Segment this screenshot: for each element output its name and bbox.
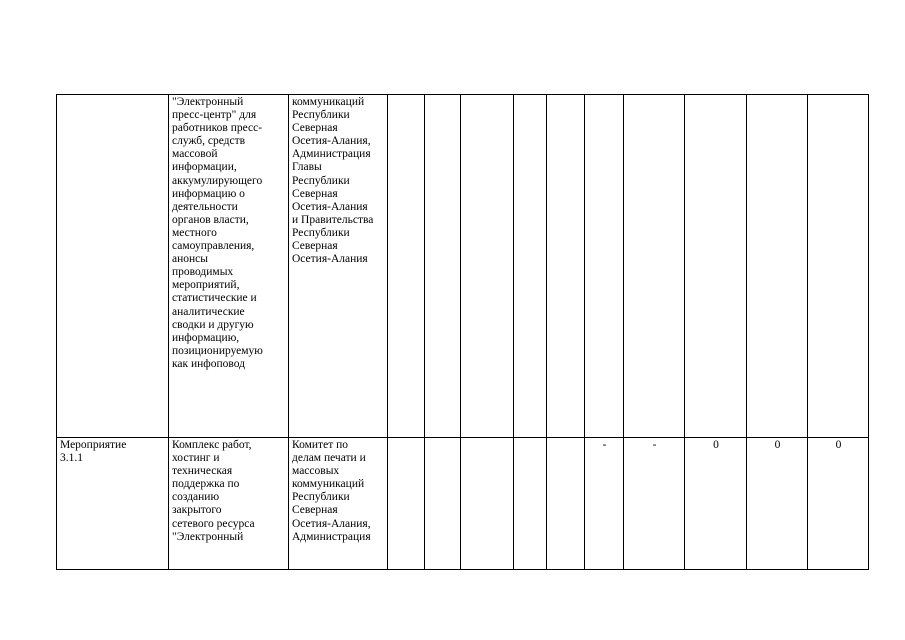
value-cell	[514, 95, 547, 438]
value-cell	[514, 438, 547, 570]
value-cell: -	[585, 438, 624, 570]
value-cell	[585, 95, 624, 438]
document-table	[56, 94, 869, 570]
table-row	[57, 95, 869, 438]
value-cell	[388, 438, 425, 570]
value-cell	[547, 438, 585, 570]
value-cell	[547, 95, 585, 438]
value-cell	[808, 95, 869, 438]
value-cell: 0	[747, 438, 808, 570]
value-cell	[685, 95, 747, 438]
value-cell	[624, 95, 685, 438]
activity-name-cell: Мероприятие 3.1.1	[57, 438, 169, 570]
activity-description-cell: Комплекс работ, хостинг и техническая поддержка по созданию закрытого сетевого ресурса "Электронный	[169, 438, 289, 570]
value-cell	[461, 95, 514, 438]
value-cell	[425, 95, 461, 438]
table-row	[57, 438, 869, 570]
activity-name-cell	[57, 95, 169, 438]
executor-cell: коммуникаций Республики Северная Осетия-Алания, Администрация Главы Республики Северная Осетия-Алания и Правительства Республики Северная Осетия-Алания	[289, 95, 388, 438]
value-cell	[388, 95, 425, 438]
value-cell	[747, 95, 808, 438]
executor-cell: Комитет по делам печати и массовых коммуникаций Республики Северная Осетия-Алания, Администрация	[289, 438, 388, 570]
value-cell	[425, 438, 461, 570]
value-cell: -	[624, 438, 685, 570]
value-cell: 0	[685, 438, 747, 570]
value-cell: 0	[808, 438, 869, 570]
activity-description-cell: "Электронный пресс-центр" для работников пресс- служб, средств массовой информации, аккумулирующего информацию о деятельности органов власти, местного самоуправления, анонсы проводимых мероприятий, статистические и аналитические сводки и другую информацию, позиционируемую как инфоповод	[169, 95, 289, 438]
value-cell	[461, 438, 514, 570]
